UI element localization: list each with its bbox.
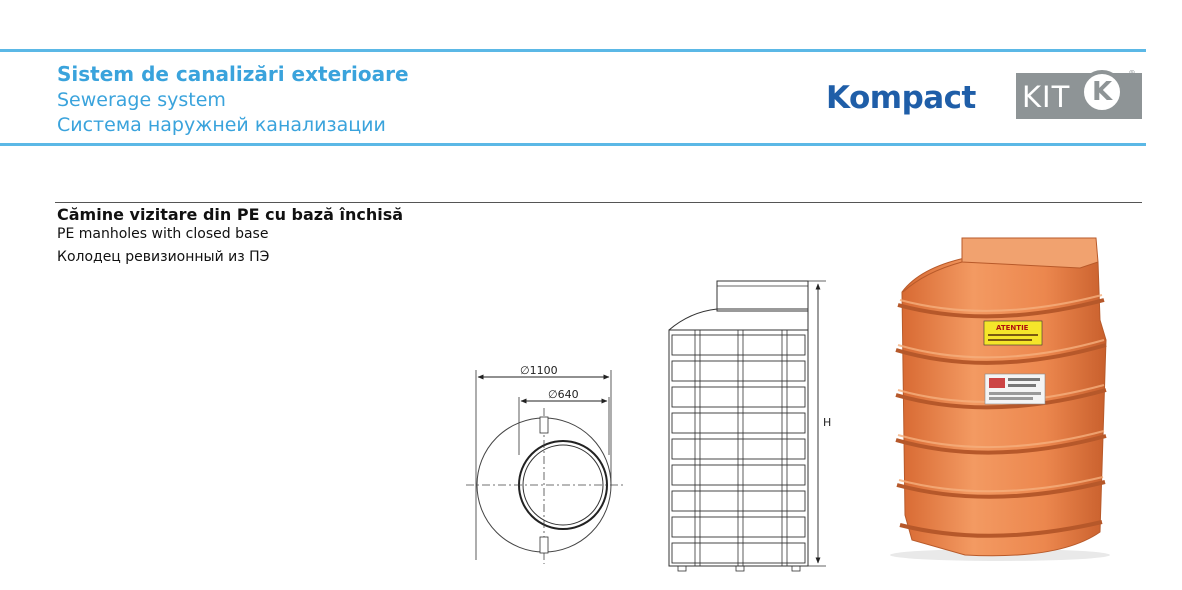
label-text-line [1008,378,1040,381]
tank-riser [962,238,1098,268]
product-title-en: PE manholes with closed base [57,226,269,242]
plan-view [466,364,624,564]
cone-top [669,309,808,330]
logo-wordmark: Kompact [826,80,976,116]
logo-kit-text: KIT [1022,80,1071,114]
inner-diameter-label: ∅640 [548,388,579,401]
header-title-ru: Система наружней канализации [57,114,386,136]
riser-collar [717,281,808,311]
height-label: H [823,416,832,429]
outer-diameter-label: ∅1100 [520,364,558,377]
ladder-bracket-bottom [540,537,548,553]
rib-rings [672,335,805,563]
label-graphic [989,378,1005,388]
product-title-ru: Колодец ревизионный из ПЭ [57,249,270,265]
header-title-en: Sewerage system [57,89,226,111]
product-title-ro: Cămine vizitare din PE cu bază închisă [57,205,404,224]
label-text-line [989,392,1041,395]
ladder-bracket-top [540,417,548,433]
base-feet [678,566,800,571]
header-title-ro: Sistem de canalizări exterioare [57,62,409,86]
label-text-line [1008,384,1036,387]
manhole-photo [890,238,1110,561]
label-text-line [989,397,1033,400]
side-elevation [669,281,826,571]
warning-sticker-label: ATENTIE [996,324,1029,332]
warning-text-line [988,334,1038,336]
logo-registered-mark: ® [1128,69,1136,78]
warning-text-line [988,339,1032,341]
logo-k-letter: K [1092,77,1113,107]
